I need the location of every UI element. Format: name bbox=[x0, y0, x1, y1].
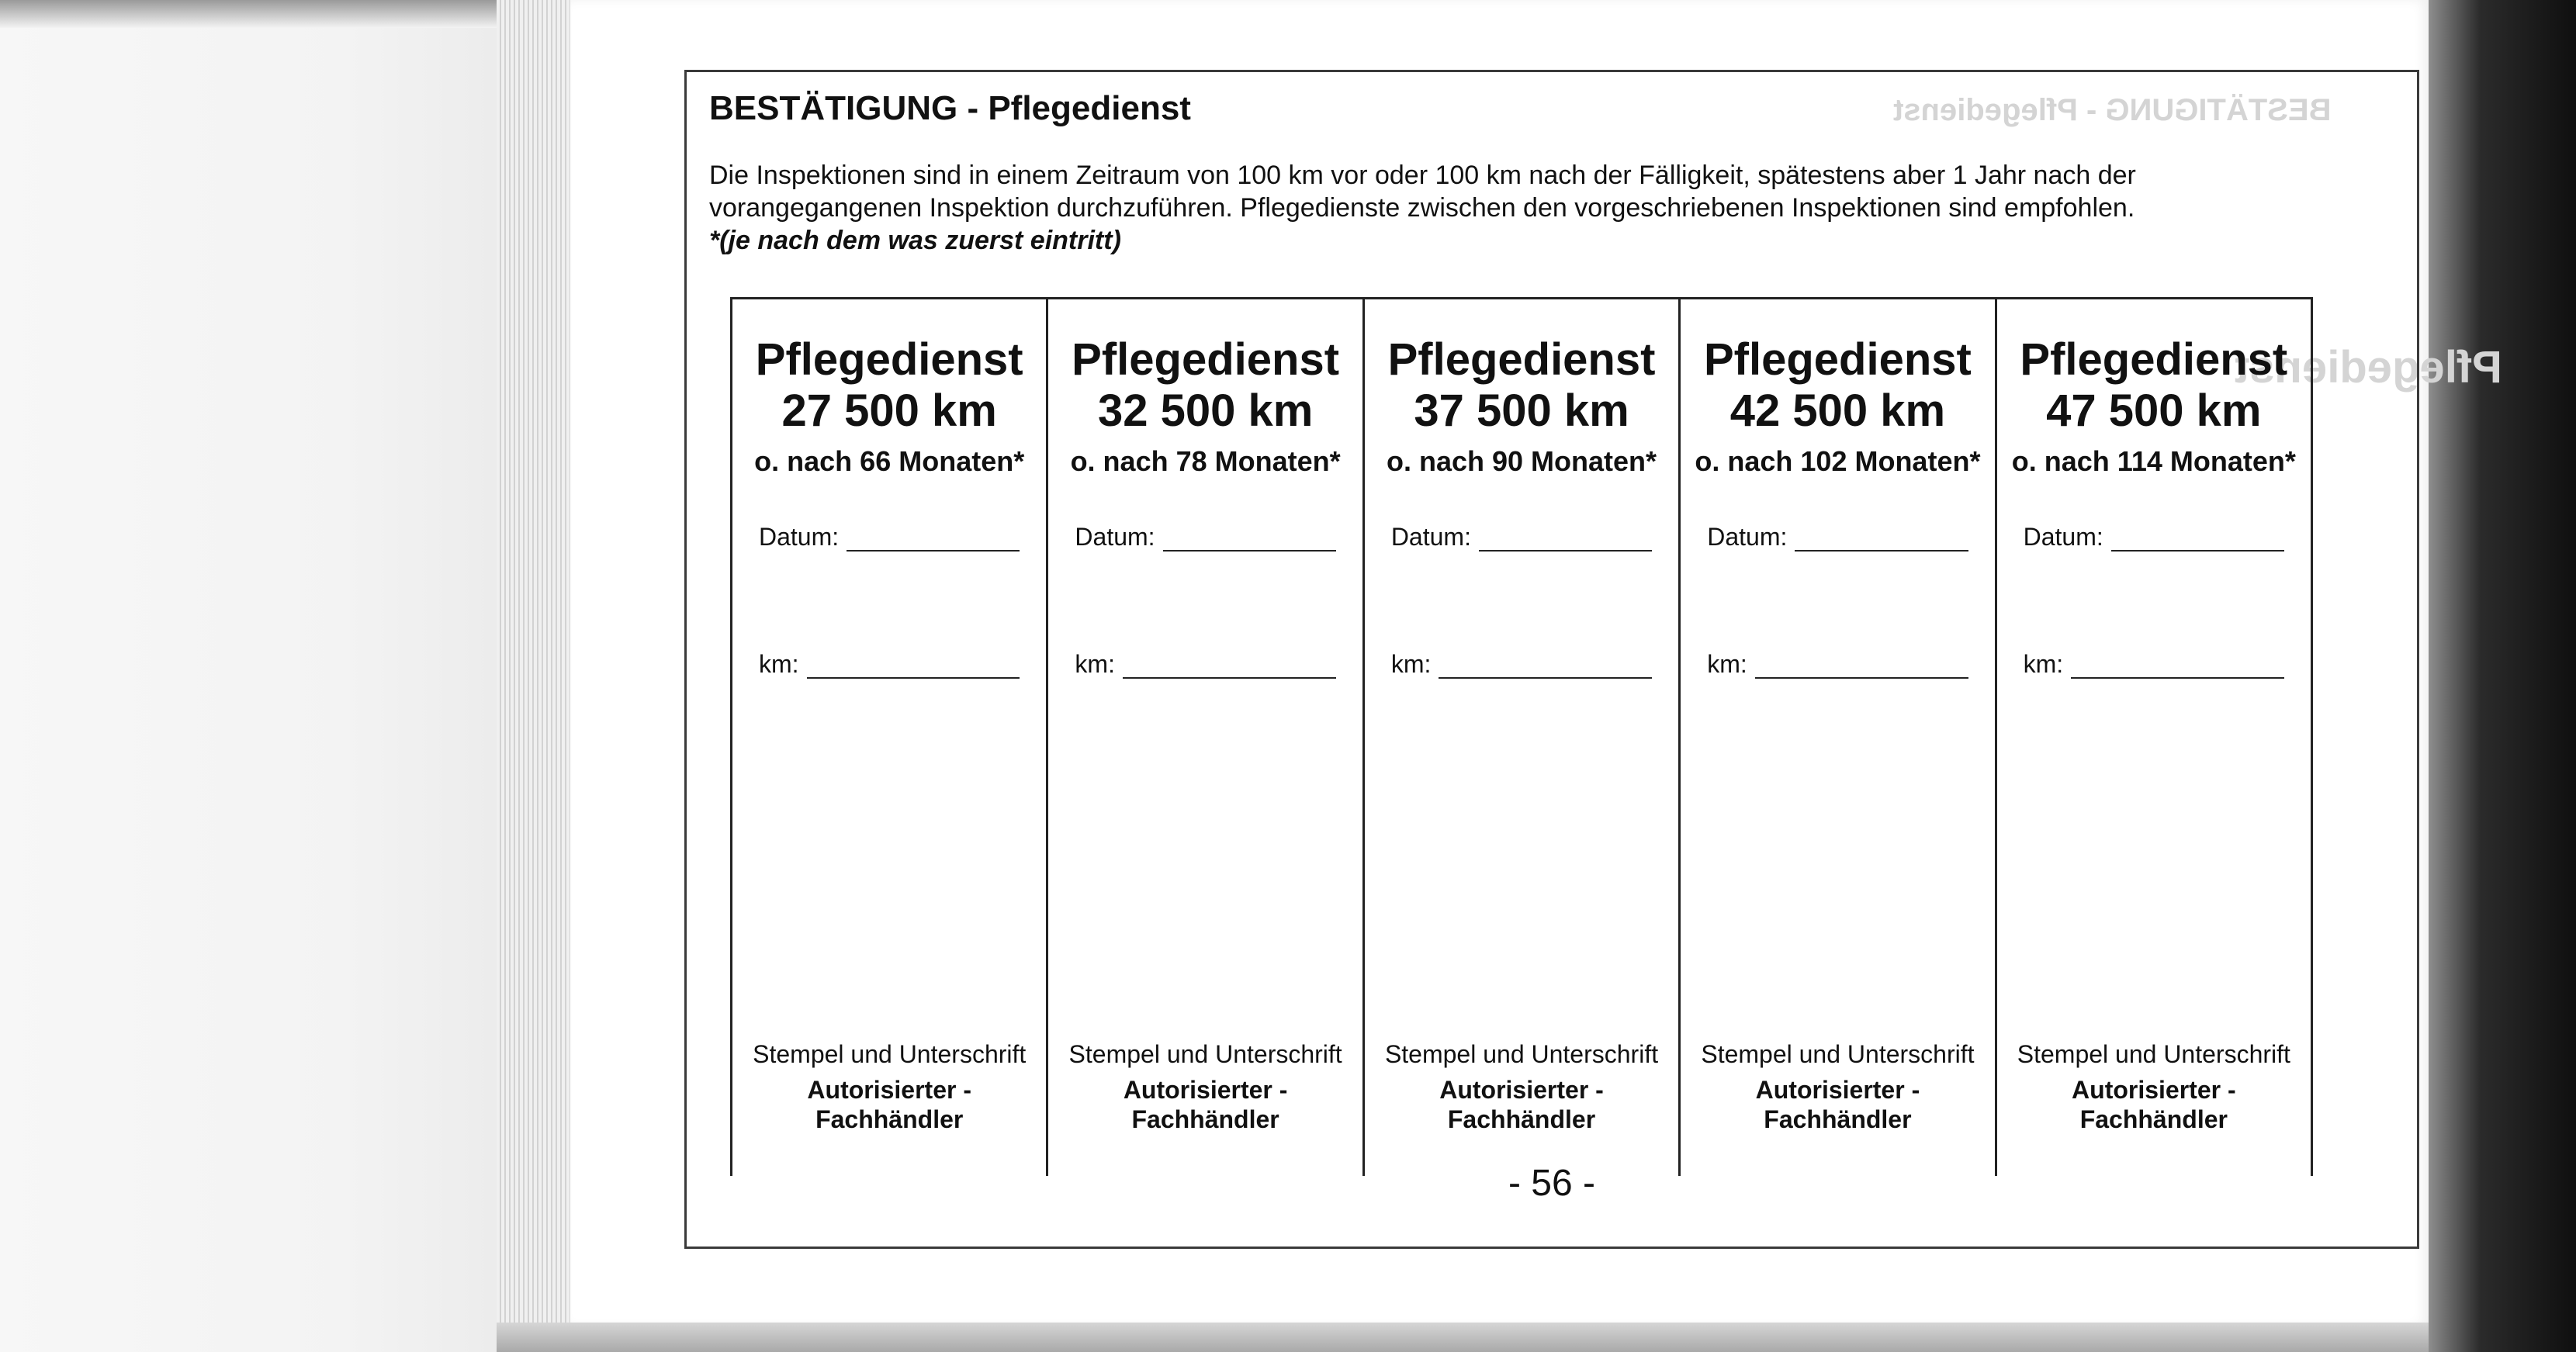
date-field[interactable] bbox=[1391, 523, 1652, 552]
booklet-page-edges bbox=[497, 0, 572, 1330]
date-field[interactable] bbox=[1075, 523, 1335, 552]
km-blank-line[interactable] bbox=[1439, 657, 1652, 679]
service-km: 42 500 km bbox=[1729, 386, 1946, 436]
date-blank-line[interactable] bbox=[1795, 530, 1968, 552]
scan-top-shadow bbox=[0, 0, 497, 28]
intro-line-1: Die Inspektionen sind in einem Zeitraum von 100 km vor oder 100 km nach der Fälligkeit, spätestens aber 1 Jahr nach der bbox=[709, 161, 2136, 190]
km-field[interactable] bbox=[759, 650, 1020, 679]
dealer-label bbox=[1048, 1075, 1362, 1134]
scan-background-left bbox=[0, 0, 497, 1352]
intro-paragraph bbox=[709, 159, 2377, 257]
date-blank-line[interactable] bbox=[2111, 530, 2284, 552]
service-months: o. nach 90 Monaten* bbox=[1386, 445, 1657, 477]
stamp-label: Stempel und Unterschrift bbox=[2017, 1040, 2290, 1068]
km-field[interactable] bbox=[1075, 650, 1335, 679]
service-months: o. nach 78 Monaten* bbox=[1070, 445, 1341, 477]
date-label: Datum: bbox=[759, 523, 840, 551]
date-blank-line[interactable] bbox=[1163, 530, 1336, 552]
km-label: km: bbox=[759, 650, 799, 678]
km-label: km: bbox=[1390, 650, 1432, 678]
service-months: o. nach 66 Monaten* bbox=[754, 445, 1025, 477]
date-blank-line[interactable] bbox=[847, 530, 1020, 552]
service-column-5 bbox=[1995, 299, 2313, 1176]
km-blank-line[interactable] bbox=[807, 657, 1020, 679]
km-label: km: bbox=[1075, 650, 1115, 678]
service-months: o. nach 102 Monaten* bbox=[1695, 445, 1981, 477]
service-table bbox=[730, 297, 2313, 1176]
dealer-label bbox=[732, 1075, 1046, 1134]
km-label: km: bbox=[1707, 650, 1747, 678]
dealer-line-2: Fachhändler bbox=[1764, 1105, 1912, 1133]
date-label: Datum: bbox=[1390, 523, 1471, 551]
km-field[interactable] bbox=[2024, 650, 2284, 679]
km-blank-line[interactable] bbox=[1755, 657, 1968, 679]
intro-note: *(je nach dem was zuerst eintritt) bbox=[709, 226, 1121, 255]
stamp-label: Stempel und Unterschrift bbox=[753, 1040, 1027, 1068]
service-column-2 bbox=[1046, 299, 1362, 1176]
service-name: Pflegedienst bbox=[1072, 334, 1340, 385]
service-km: 37 500 km bbox=[1414, 386, 1629, 436]
service-km: 47 500 km bbox=[2046, 386, 2262, 436]
dealer-label bbox=[1681, 1075, 1994, 1134]
dealer-label bbox=[1365, 1075, 1678, 1134]
dealer-label bbox=[1997, 1075, 2311, 1134]
page-number: - 56 - bbox=[1508, 1163, 1596, 1204]
dealer-line-1: Autorisierter - bbox=[2072, 1076, 2236, 1104]
dealer-line-1: Autorisierter - bbox=[1123, 1076, 1288, 1104]
km-blank-line[interactable] bbox=[2071, 657, 2284, 679]
date-label: Datum: bbox=[1707, 523, 1788, 551]
date-label: Datum: bbox=[1075, 523, 1155, 551]
document-frame bbox=[684, 70, 2419, 1249]
dealer-line-1: Autorisierter - bbox=[1755, 1076, 1920, 1104]
km-field[interactable] bbox=[1707, 650, 1968, 679]
stamp-label: Stempel und Unterschrift bbox=[1068, 1040, 1342, 1068]
bleed-through-heading: Pflegedienst bbox=[2235, 342, 2502, 392]
date-label: Datum: bbox=[2023, 523, 2103, 551]
service-column-3 bbox=[1362, 299, 1678, 1176]
service-name: Pflegedienst bbox=[755, 334, 1023, 385]
page-title: BESTÄTIGUNG - Pflegedienst bbox=[709, 89, 1191, 127]
date-field[interactable] bbox=[759, 523, 1020, 552]
service-name: Pflegedienst bbox=[1387, 334, 1656, 385]
intro-line-2: vorangegangenen Inspektion durchzuführen. Pflegedienste zwischen den vorgeschriebenen Inspektionen sind empfohlen. bbox=[709, 193, 2135, 223]
date-field[interactable] bbox=[1707, 523, 1968, 552]
date-blank-line[interactable] bbox=[1479, 530, 1652, 552]
service-km: 27 500 km bbox=[781, 386, 997, 436]
service-km: 32 500 km bbox=[1097, 386, 1314, 436]
dealer-line-2: Fachhändler bbox=[2079, 1105, 2228, 1133]
stamp-label: Stempel und Unterschrift bbox=[1701, 1040, 1975, 1068]
km-blank-line[interactable] bbox=[1123, 657, 1336, 679]
service-months: o. nach 114 Monaten* bbox=[2011, 445, 2296, 477]
km-label: km: bbox=[2023, 650, 2064, 678]
dealer-line-1: Autorisierter - bbox=[807, 1076, 971, 1104]
scan-background-right bbox=[2429, 0, 2576, 1352]
dealer-line-2: Fachhändler bbox=[815, 1105, 964, 1133]
stamp-label: Stempel und Unterschrift bbox=[1384, 1040, 1659, 1068]
dealer-line-2: Fachhändler bbox=[1131, 1105, 1279, 1133]
dealer-line-1: Autorisierter - bbox=[1439, 1076, 1604, 1104]
service-column-1 bbox=[730, 299, 1046, 1176]
service-column-4 bbox=[1678, 299, 1994, 1176]
dealer-line-2: Fachhändler bbox=[1447, 1105, 1596, 1133]
service-name: Pflegedienst bbox=[2020, 334, 2288, 385]
km-field[interactable] bbox=[1391, 650, 1652, 679]
service-name: Pflegedienst bbox=[1703, 334, 1972, 385]
date-field[interactable] bbox=[2024, 523, 2284, 552]
page-bottom-shadow bbox=[497, 1323, 2429, 1352]
bleed-through-title: BESTÄTIGUNG - Pflegedienst bbox=[1893, 93, 2332, 127]
